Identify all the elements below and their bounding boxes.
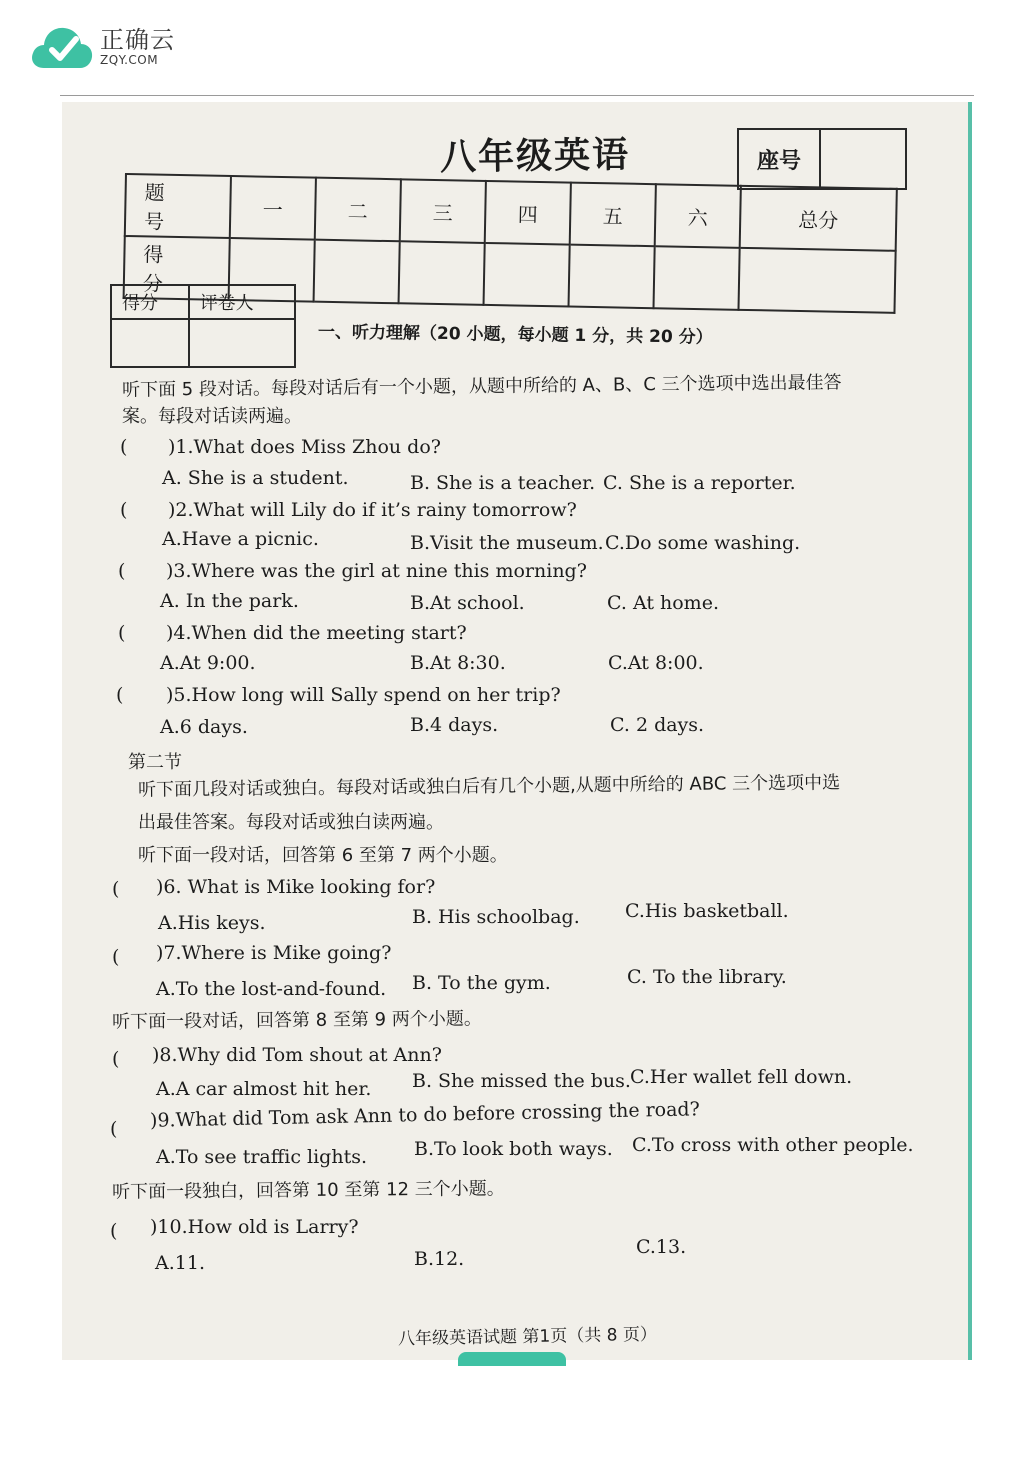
option-b: B. She missed the bus. xyxy=(412,1070,631,1092)
answer-paren: ( xyxy=(110,1220,118,1242)
score-row-label: 得 分 xyxy=(124,236,230,300)
answer-paren: ( xyxy=(118,622,126,644)
exam-title: 八年级英语 xyxy=(439,134,631,179)
option-a: A.At 9:00. xyxy=(160,652,256,674)
seat-number-box xyxy=(737,128,907,190)
answer-paren: ( xyxy=(120,499,128,521)
header-divider xyxy=(60,95,974,96)
option-c: C.13. xyxy=(636,1236,687,1258)
option-a: A.To see traffic lights. xyxy=(156,1146,367,1168)
score-column-header: 六 xyxy=(655,184,741,248)
watermark-url: ZQY.COM xyxy=(100,53,159,67)
sub-instruction: 听下面一段对话，回答第 6 至第 7 两个小题。 xyxy=(138,845,508,866)
option-c: C.Do some washing. xyxy=(605,532,801,554)
part-intro: 出最佳答案。每段对话或独白读两遍。 xyxy=(138,812,444,833)
score-cell[interactable] xyxy=(739,248,896,313)
part-intro: 听下面几段对话或独白。每段对话或独白后有几个小题,从题中所给的 ABC 三个选项中选 xyxy=(137,772,841,801)
question-text: )8.Why did Tom shout at Ann? xyxy=(152,1044,442,1066)
question-text: )4.When did the meeting start? xyxy=(166,622,467,644)
option-c: C.Her wallet fell down. xyxy=(630,1066,853,1088)
option-b: B. She is a teacher. xyxy=(410,472,596,494)
grader-score-header: 得分 xyxy=(111,285,189,319)
option-b: B.4 days. xyxy=(410,714,499,736)
option-c: C. 2 days. xyxy=(610,714,705,736)
option-c: C.At 8:00. xyxy=(608,652,704,674)
score-cell[interactable] xyxy=(654,246,740,310)
option-b: B.12. xyxy=(414,1248,465,1270)
option-a: A.To the lost-and-found. xyxy=(156,978,387,1000)
section-intro: 听下面 5 段对话。每段对话后有一个小题，从题中所给的 A、B、C 三个选项中选出最佳答 xyxy=(121,372,842,401)
option-c: C. She is a reporter. xyxy=(603,472,796,494)
page-footer: 八年级英语试题 第1页（共 8 页） xyxy=(397,1324,658,1350)
question-text: )6. What is Mike looking for? xyxy=(156,876,436,898)
option-b: B.At school. xyxy=(410,592,525,614)
answer-paren: ( xyxy=(112,878,120,900)
grader-name-header: 评卷人 xyxy=(189,285,295,319)
option-b: B.At 8:30. xyxy=(410,652,506,674)
grader-score-cell[interactable] xyxy=(111,319,189,367)
option-b: B.Visit the museum. xyxy=(410,532,604,554)
score-column-header: 总分 xyxy=(740,186,897,251)
score-column-header: 一 xyxy=(230,176,316,240)
option-a: A.A car almost hit her. xyxy=(156,1078,372,1100)
question-text: )2.What will Lily do if it’s rainy tomorrow? xyxy=(168,499,577,521)
answer-paren: ( xyxy=(110,1118,118,1140)
option-b: B.To look both ways. xyxy=(414,1138,613,1160)
question-text: )10.How old is Larry? xyxy=(150,1216,359,1238)
option-a: A.6 days. xyxy=(160,716,248,738)
answer-paren: ( xyxy=(116,684,124,706)
sub-instruction: 听下面一段对话，回答第 8 至第 9 两个小题。 xyxy=(111,1008,482,1033)
score-cell[interactable] xyxy=(314,240,400,304)
question-text: )7.Where is Mike going? xyxy=(156,942,392,964)
score-cell[interactable] xyxy=(399,241,485,305)
score-column-header: 二 xyxy=(315,178,401,242)
question-text: )1.What does Miss Zhou do? xyxy=(168,436,441,458)
option-a: A.His keys. xyxy=(158,912,266,934)
option-a: A. In the park. xyxy=(160,590,299,612)
grader-name-cell[interactable] xyxy=(189,319,295,367)
seat-label: 座号 xyxy=(739,130,821,188)
score-row-label: 题 号 xyxy=(125,174,231,238)
score-column-header: 三 xyxy=(400,179,486,243)
page-tab-marker xyxy=(458,1352,566,1366)
answer-paren: ( xyxy=(120,436,128,458)
option-a: A.11. xyxy=(155,1252,205,1274)
option-b: B. To the gym. xyxy=(412,972,551,994)
page-edge xyxy=(968,102,972,1360)
option-c: C. To the library. xyxy=(627,966,787,988)
option-b: B. His schoolbag. xyxy=(412,906,580,928)
answer-paren: ( xyxy=(112,1048,120,1070)
option-c: C.His basketball. xyxy=(625,900,789,922)
answer-paren: ( xyxy=(112,946,120,968)
question-text: )9.What did Tom ask Ann to do before crossing the road? xyxy=(149,1098,701,1132)
question-text: )5.How long will Sally spend on her trip? xyxy=(166,684,561,706)
grader-table xyxy=(110,284,296,368)
option-c: C.To cross with other people. xyxy=(632,1134,914,1156)
cloud-check-logo-icon xyxy=(30,22,94,72)
part-title: 第二节 xyxy=(128,752,182,773)
score-column-header: 四 xyxy=(485,181,571,245)
sub-instruction: 听下面一段独白，回答第 10 至第 12 三个小题。 xyxy=(111,1178,505,1203)
option-a: A.Have a picnic. xyxy=(162,528,319,550)
question-text: )3.Where was the girl at nine this morning? xyxy=(166,560,587,582)
watermark xyxy=(30,22,175,72)
option-a: A. She is a student. xyxy=(162,467,349,489)
score-cell[interactable] xyxy=(484,243,570,307)
score-cell[interactable] xyxy=(569,245,655,309)
option-c: C. At home. xyxy=(607,592,719,614)
section-intro: 案。每段对话读两遍。 xyxy=(122,406,302,427)
answer-paren: ( xyxy=(118,560,126,582)
watermark-name: 正确云 xyxy=(100,26,175,54)
score-column-header: 五 xyxy=(570,183,656,247)
section-title: 一、听力理解（20 小题，每小题 1 分，共 20 分） xyxy=(317,322,713,348)
